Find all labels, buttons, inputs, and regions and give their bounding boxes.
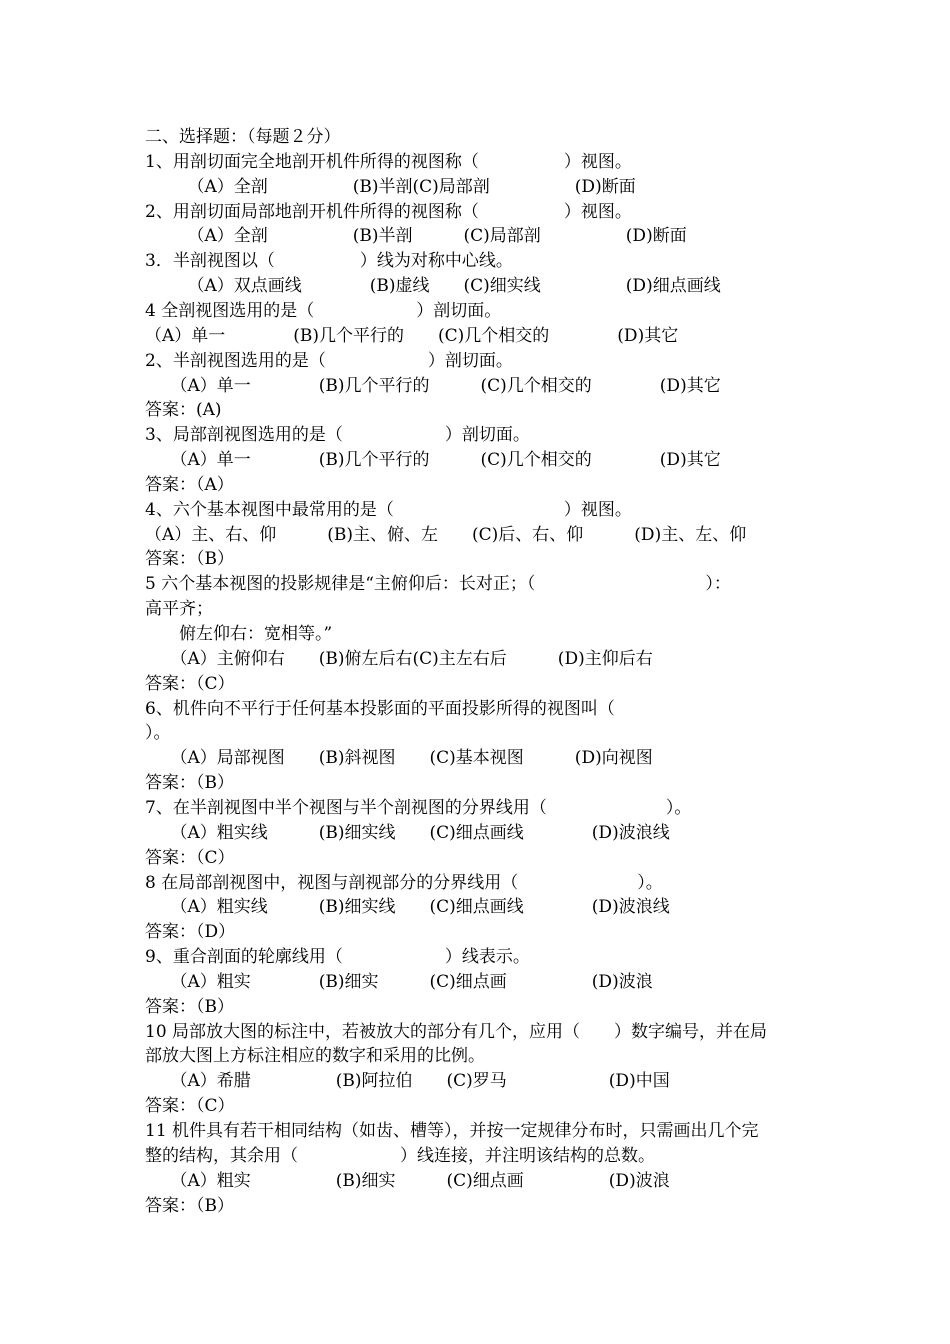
text-line: 7、在半剖视图中半个视图与半个剖视图的分界线用（ ）。	[145, 797, 692, 818]
text-line: 4、六个基本视图中最常用的是（ ）视图。	[145, 499, 632, 520]
text-line: 答案：（B）	[145, 1195, 234, 1216]
text-line: 答案：（B）	[145, 773, 234, 794]
text-line: 10 局部放大图的标注中，若被放大的部分有几个，应用（ ）数字编号，并在局	[145, 1021, 768, 1042]
text-line: （A）粗实 (B)细实 (C)细点画 (D)波浪	[145, 1170, 670, 1191]
text-line: （A）全剖 (B)半剖 (C)局部剖 (D)断面	[145, 226, 687, 247]
text-line: 2、用剖切面局部地剖开机件所得的视图称（ ）视图。	[145, 201, 632, 222]
text-line: 高平齐；	[145, 599, 213, 620]
text-line: （A）局部视图 (B)斜视图 (C)基本视图 (D)向视图	[145, 748, 653, 769]
text-line: （A）单一 (B)几个平行的 (C)几个相交的 (D)其它	[145, 450, 721, 471]
text-line: （A）粗实 (B)细实 (C)细点画 (D)波浪	[145, 971, 653, 992]
text-line: 部放大图上方标注相应的数字和采用的比例。	[145, 1046, 485, 1067]
text-line: （A）主俯仰右 (B)俯左后右(C)主左右后 (D)主仰后右	[145, 648, 653, 669]
text-line: （A）希腊 (B)阿拉伯 (C)罗马 (D)中国	[145, 1071, 670, 1092]
text-line: 答案：（A）	[145, 474, 234, 495]
text-line: 9、重合剖面的轮廓线用（ ）线表示。	[145, 947, 530, 968]
text-line: 答案：（C）	[145, 1096, 235, 1117]
text-line: 6、机件向不平行于任何基本投影面的平面投影所得的视图叫（	[145, 698, 615, 719]
text-line: 二、选择题：（每题２分）	[145, 127, 341, 147]
text-line: ）。	[145, 723, 171, 744]
text-line: （A）全剖 (B)半剖(C)局部剖 (D)断面	[145, 176, 636, 197]
text-line: 5 六个基本视图的投影规律是“主俯仰后：长对正；（ ）：	[145, 574, 731, 595]
text-line: （A）单一 (B)几个平行的 (C)几个相交的 (D)其它	[145, 375, 721, 396]
text-line: 俯左仰右：宽相等。”	[145, 624, 333, 644]
text-line: 答案：（C）	[145, 847, 235, 868]
text-line: 11 机件具有若干相同结构（如齿、槽等），并按一定规律分布时，只需画出几个完	[145, 1121, 759, 1141]
text-line: （A）单一 (B)几个平行的 (C)几个相交的 (D)其它	[145, 325, 679, 346]
text-line: 3、局部剖视图选用的是（ ）剖切面。	[145, 425, 530, 446]
text-line: 8 在局部剖视图中，视图与剖视部分的分界线用（ ）。	[145, 872, 663, 893]
text-line: 答案：（B）	[145, 996, 234, 1017]
text-line: 2、半剖视图选用的是（ ）剖切面。	[145, 350, 513, 371]
text-line: 4 全剖视图选用的是（ ）剖切面。	[145, 300, 502, 321]
text-line: （A）粗实线 (B)细实线 (C)细点画线 (D)波浪线	[145, 897, 670, 918]
text-line: 答案：(A)	[145, 400, 222, 421]
text-line: 答案：（B）	[145, 549, 234, 570]
text-line: 1、用剖切面完全地剖开机件所得的视图称（ ）视图。	[145, 151, 632, 172]
text-line: （A）主、右、仰 (B)主、俯、左 (C)后、右、仰 (D)主、左、仰	[145, 524, 747, 545]
text-line: 整的结构，其余用（ ）线连接，并注明该结构的总数。	[145, 1145, 655, 1166]
text-line: 答案：（C）	[145, 673, 235, 694]
text-line: 3．半剖视图以（ ）线为对称中心线。	[145, 251, 513, 272]
text-line: （A）双点画线 (B)虚线 (C)细实线 (D)细点画线	[145, 276, 721, 297]
text-line: 答案：（D）	[145, 922, 236, 943]
text-line: （A）粗实线 (B)细实线 (C)细点画线 (D)波浪线	[145, 822, 670, 843]
